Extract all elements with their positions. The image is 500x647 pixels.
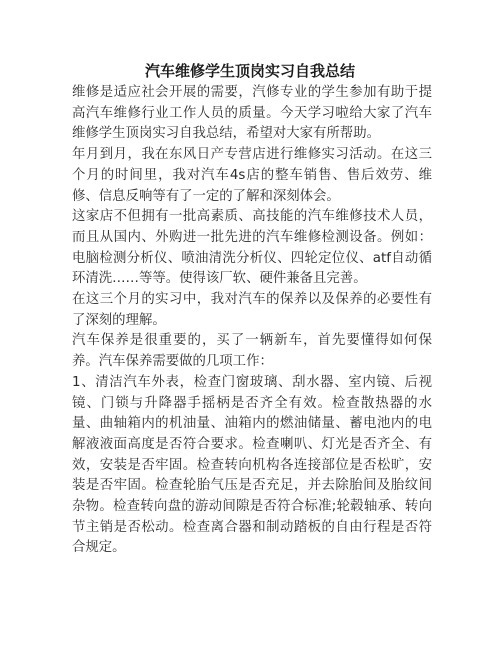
paragraph-internship-period: 年月到月，我在东风日产专营店进行维修实习活动。在这三个月的时间里，我对汽车4s店的整车销售、售后效劳、维修、信息反响等有了一定的了解和深刻体会。	[72, 147, 432, 204]
document-title: 汽车维修学生顶岗实习自我总结	[144, 62, 355, 80]
paragraph-store-equipment: 这家店不但拥有一批高素质、高技能的汽车维修技术人员，而且从国内、外购进一批先进的汽车维修检测设备。例如：电脑检测分析仪、喷油清洗分析仪、四轮定位仪、atf自动循环清洗……等等。使得该厂软、硬件兼备且完善。	[72, 209, 432, 287]
document-body	[72, 83, 432, 559]
paragraph-maintenance-steps: 1、清洁汽车外表，检查门窗玻璃、刮水器、室内镜、后视镜、门锁与升降器手摇柄是否齐全有效。检查散热器的水量、曲轴箱内的机油量、油箱内的燃油储量、蓄电池内的电解液液面高度是否符合要求。检查喇叭、灯光是否齐全、有效，安装是否牢固。检查转向机构各连接部位是否松旷，安装是否牢固。检查轮胎气压是否充足，并去除胎间及胎纹间杂物。检查转向盘的游动间隙是否符合标准;轮毂轴承、转向节主销是否松动。检查离合器和制动踏板的自由行程是否符合规定。	[72, 374, 432, 556]
paragraph-intro: 维修是适应社会开展的需要，汽修专业的学生参加有助于提高汽车维修行业工作人员的质量。今天学习啦给大家了汽车维修学生顶岗实习自我总结，希望对大家有所帮助。	[72, 85, 432, 142]
paragraph-maintenance-importance: 汽车保养是很重要的，买了一辆新车，首先要懂得如何保养。汽车保养需要做的几项工作：	[72, 333, 432, 370]
paragraph-maintenance-understanding: 在这三个月的实习中，我对汽车的保养以及保养的必要性有了深刻的理解。	[72, 292, 432, 328]
